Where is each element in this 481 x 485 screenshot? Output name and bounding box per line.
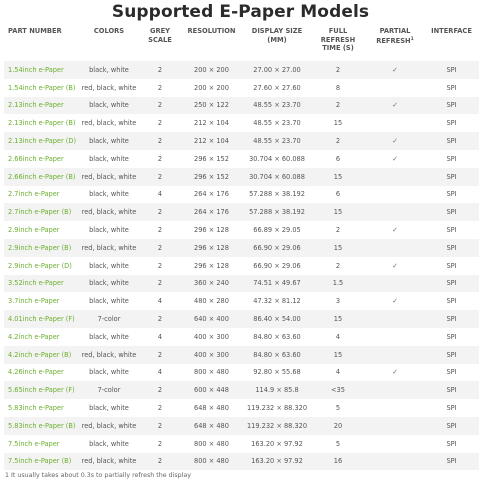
resolution-cell: 296 × 128: [179, 257, 244, 275]
grey-scale-cell: 2: [141, 239, 179, 257]
interface-cell: SPI: [424, 132, 479, 150]
interface-cell: SPI: [424, 150, 479, 168]
display-size-cell: 57.288 × 38.192: [244, 186, 310, 204]
interface-cell: SPI: [424, 186, 479, 204]
display-size-cell: 66.90 × 29.06: [244, 239, 310, 257]
table-row: [4, 364, 479, 382]
resolution-cell: 600 × 448: [179, 381, 244, 399]
table-row: [4, 417, 479, 435]
display-size-cell: 163.20 × 97.92: [244, 435, 310, 453]
grey-scale-cell: 2: [141, 61, 179, 79]
grey-scale-cell: 4: [141, 364, 179, 382]
grey-scale-cell: 2: [141, 275, 179, 293]
interface-cell: SPI: [424, 114, 479, 132]
table-row: [4, 186, 479, 204]
full-refresh-cell: 15: [310, 239, 366, 257]
partial-refresh-cell: [366, 203, 424, 221]
colors-cell: black, white: [77, 275, 141, 293]
models-table: [4, 25, 479, 470]
colors-cell: black, white: [77, 132, 141, 150]
partial-refresh-cell: [366, 79, 424, 97]
header-partial-refresh-line2: REFRESH: [376, 36, 411, 45]
table-row: [4, 97, 479, 115]
colors-cell: red, black, white: [77, 79, 141, 97]
colors-cell: red, black, white: [77, 239, 141, 257]
colors-cell: black, white: [77, 221, 141, 239]
grey-scale-cell: 2: [141, 435, 179, 453]
footnote: 1 It usually takes about 0.3s to partially refresh the display: [5, 472, 191, 479]
display-size-cell: 119.232 × 88.320: [244, 417, 310, 435]
interface-cell: SPI: [424, 275, 479, 293]
page-title: Supported E-Paper Models: [111, 2, 370, 22]
table-header-row: [4, 25, 479, 61]
resolution-cell: 212 × 104: [179, 132, 244, 150]
colors-cell: red, black, white: [77, 203, 141, 221]
full-refresh-cell: 15: [310, 168, 366, 186]
header-interface: INTERFACE: [424, 25, 479, 61]
display-size-cell: 30.704 × 60.088: [244, 168, 310, 186]
partial-refresh-cell: ✓: [366, 150, 424, 168]
colors-cell: red, black, white: [77, 168, 141, 186]
colors-cell: black, white: [77, 61, 141, 79]
resolution-cell: 250 × 122: [179, 97, 244, 115]
display-size-cell: 66.90 × 29.06: [244, 257, 310, 275]
full-refresh-cell: 6: [310, 150, 366, 168]
resolution-cell: 200 × 200: [179, 61, 244, 79]
table-row: [4, 453, 479, 471]
full-refresh-cell: 15: [310, 114, 366, 132]
full-refresh-cell: 1.5: [310, 275, 366, 293]
grey-scale-cell: 2: [141, 257, 179, 275]
grey-scale-cell: 2: [141, 399, 179, 417]
interface-cell: SPI: [424, 364, 479, 382]
partial-refresh-cell: [366, 168, 424, 186]
part-number-cell[interactable]: 5.83inch e-Paper (B): [4, 417, 77, 435]
grey-scale-cell: 2: [141, 203, 179, 221]
colors-cell: red, black, white: [77, 346, 141, 364]
table-row: [4, 328, 479, 346]
display-size-cell: 74.51 × 49.67: [244, 275, 310, 293]
colors-cell: black, white: [77, 186, 141, 204]
resolution-cell: 264 × 176: [179, 186, 244, 204]
colors-cell: red, black, white: [77, 417, 141, 435]
display-size-cell: 92.80 × 55.68: [244, 364, 310, 382]
display-size-cell: 84.80 × 63.60: [244, 328, 310, 346]
interface-cell: SPI: [424, 310, 479, 328]
full-refresh-cell: 2: [310, 61, 366, 79]
interface-cell: SPI: [424, 346, 479, 364]
resolution-cell: 648 × 480: [179, 399, 244, 417]
colors-cell: black, white: [77, 399, 141, 417]
part-number-cell[interactable]: 3.7inch e-Paper: [4, 292, 77, 310]
display-size-cell: 84.80 × 63.60: [244, 346, 310, 364]
full-refresh-cell: 15: [310, 310, 366, 328]
part-number-cell[interactable]: 3.52inch e-Paper: [4, 275, 77, 293]
resolution-cell: 264 × 176: [179, 203, 244, 221]
colors-cell: black, white: [77, 364, 141, 382]
grey-scale-cell: 2: [141, 132, 179, 150]
table-row: [4, 381, 479, 399]
part-number-cell[interactable]: 1.54inch e-Paper: [4, 61, 77, 79]
footnote-marker: 1: [410, 36, 414, 42]
grey-scale-cell: 2: [141, 221, 179, 239]
partial-refresh-cell: [366, 328, 424, 346]
full-refresh-cell: 4: [310, 364, 366, 382]
table-row: [4, 168, 479, 186]
part-number-cell[interactable]: 7.5inch e-Paper: [4, 435, 77, 453]
partial-refresh-cell: ✓: [366, 132, 424, 150]
table-row: [4, 399, 479, 417]
part-number-cell[interactable]: 4.26inch e-Paper: [4, 364, 77, 382]
header-full-refresh: [310, 25, 366, 61]
header-full-refresh-line3: TIME (S): [322, 44, 354, 52]
partial-refresh-cell: ✓: [366, 292, 424, 310]
full-refresh-cell: 5: [310, 435, 366, 453]
partial-refresh-cell: [366, 381, 424, 399]
display-size-cell: 27.60 × 27.60: [244, 79, 310, 97]
display-size-cell: 47.32 × 81.12: [244, 292, 310, 310]
table-row: [4, 435, 479, 453]
interface-cell: SPI: [424, 239, 479, 257]
full-refresh-cell: 15: [310, 346, 366, 364]
part-number-cell[interactable]: 2.13inch e-Paper (D): [4, 132, 77, 150]
table-row: [4, 132, 479, 150]
resolution-cell: 800 × 480: [179, 453, 244, 471]
interface-cell: SPI: [424, 97, 479, 115]
full-refresh-cell: 3: [310, 292, 366, 310]
interface-cell: SPI: [424, 417, 479, 435]
partial-refresh-cell: ✓: [366, 97, 424, 115]
display-size-cell: 86.40 × 54.00: [244, 310, 310, 328]
interface-cell: SPI: [424, 453, 479, 471]
resolution-cell: 296 × 152: [179, 168, 244, 186]
grey-scale-cell: 2: [141, 79, 179, 97]
table-body: [4, 61, 479, 470]
grey-scale-cell: 4: [141, 186, 179, 204]
colors-cell: red, black, white: [77, 114, 141, 132]
table-row: [4, 61, 479, 79]
grey-scale-cell: 4: [141, 292, 179, 310]
header-colors: COLORS: [77, 25, 141, 61]
part-number-cell[interactable]: 4.2inch e-Paper: [4, 328, 77, 346]
interface-cell: SPI: [424, 328, 479, 346]
header-part-number: PART NUMBER: [4, 25, 77, 61]
part-number-cell[interactable]: 5.83inch e-Paper: [4, 399, 77, 417]
resolution-cell: 296 × 128: [179, 239, 244, 257]
interface-cell: SPI: [424, 435, 479, 453]
table-row: [4, 346, 479, 364]
colors-cell: black, white: [77, 328, 141, 346]
part-number-cell[interactable]: 2.13inch e-Paper: [4, 97, 77, 115]
grey-scale-cell: 2: [141, 381, 179, 399]
header-full-refresh-line1: FULL: [328, 27, 348, 35]
interface-cell: SPI: [424, 381, 479, 399]
full-refresh-cell: 2: [310, 97, 366, 115]
table-row: [4, 292, 479, 310]
display-size-cell: 48.55 × 23.70: [244, 114, 310, 132]
full-refresh-cell: 5: [310, 399, 366, 417]
part-number-cell[interactable]: 4.01inch e-Paper (F): [4, 310, 77, 328]
interface-cell: SPI: [424, 61, 479, 79]
display-size-cell: 27.00 × 27.00: [244, 61, 310, 79]
table-row: [4, 239, 479, 257]
part-number-cell[interactable]: 2.7inch e-Paper: [4, 186, 77, 204]
colors-cell: black, white: [77, 292, 141, 310]
partial-refresh-cell: [366, 453, 424, 471]
resolution-cell: 800 × 480: [179, 435, 244, 453]
colors-cell: 7-color: [77, 381, 141, 399]
interface-cell: SPI: [424, 203, 479, 221]
colors-cell: 7-color: [77, 310, 141, 328]
display-size-cell: 119.232 × 88.320: [244, 399, 310, 417]
full-refresh-cell: <35: [310, 381, 366, 399]
header-display-size-line1: DISPLAY SIZE: [251, 27, 303, 35]
partial-refresh-cell: [366, 435, 424, 453]
resolution-cell: 360 × 240: [179, 275, 244, 293]
grey-scale-cell: 2: [141, 417, 179, 435]
grey-scale-cell: 2: [141, 97, 179, 115]
full-refresh-cell: 16: [310, 453, 366, 471]
full-refresh-cell: 2: [310, 257, 366, 275]
full-refresh-cell: 2: [310, 221, 366, 239]
part-number-cell[interactable]: 5.65inch e-Paper (F): [4, 381, 77, 399]
full-refresh-cell: 4: [310, 328, 366, 346]
grey-scale-cell: 2: [141, 346, 179, 364]
part-number-cell[interactable]: 7.5inch e-Paper (B): [4, 453, 77, 471]
resolution-cell: 296 × 152: [179, 150, 244, 168]
partial-refresh-cell: ✓: [366, 221, 424, 239]
interface-cell: SPI: [424, 221, 479, 239]
part-number-cell[interactable]: 2.7inch e-Paper (B): [4, 203, 77, 221]
full-refresh-cell: 15: [310, 203, 366, 221]
display-size-cell: 114.9 × 85.8: [244, 381, 310, 399]
partial-refresh-cell: ✓: [366, 61, 424, 79]
interface-cell: SPI: [424, 399, 479, 417]
colors-cell: black, white: [77, 257, 141, 275]
grey-scale-cell: 2: [141, 150, 179, 168]
full-refresh-cell: 20: [310, 417, 366, 435]
part-number-cell[interactable]: 2.66inch e-Paper (B): [4, 168, 77, 186]
interface-cell: SPI: [424, 168, 479, 186]
display-size-cell: 30.704 × 60.088: [244, 150, 310, 168]
part-number-cell[interactable]: 1.54inch e-Paper (B): [4, 79, 77, 97]
interface-cell: SPI: [424, 257, 479, 275]
resolution-cell: 296 × 128: [179, 221, 244, 239]
header-grey-scale-line1: GREY: [149, 27, 171, 35]
part-number-cell[interactable]: 2.66inch e-Paper: [4, 150, 77, 168]
header-display-size-line2: (MM): [267, 35, 287, 44]
partial-refresh-cell: [366, 417, 424, 435]
grey-scale-cell: 4: [141, 328, 179, 346]
resolution-cell: 800 × 480: [179, 364, 244, 382]
partial-refresh-cell: [366, 310, 424, 328]
partial-refresh-cell: [366, 275, 424, 293]
display-size-cell: 48.55 × 23.70: [244, 132, 310, 150]
table-row: [4, 79, 479, 97]
display-size-cell: 57.288 × 38.192: [244, 203, 310, 221]
resolution-cell: 212 × 104: [179, 114, 244, 132]
display-size-cell: 163.20 × 97.92: [244, 453, 310, 471]
part-number-cell[interactable]: 2.9inch e-Paper (D): [4, 257, 77, 275]
grey-scale-cell: 2: [141, 168, 179, 186]
part-number-cell[interactable]: 2.9inch e-Paper (B): [4, 239, 77, 257]
header-grey-scale-line2: SCALE: [148, 35, 172, 44]
colors-cell: red, black, white: [77, 453, 141, 471]
display-size-cell: 66.89 × 29.05: [244, 221, 310, 239]
partial-refresh-cell: [366, 346, 424, 364]
header-full-refresh-line2: REFRESH: [320, 35, 356, 44]
table-row: [4, 203, 479, 221]
interface-cell: SPI: [424, 79, 479, 97]
interface-cell: SPI: [424, 292, 479, 310]
table-row: [4, 257, 479, 275]
full-refresh-cell: 2: [310, 132, 366, 150]
header-grey-scale: [141, 25, 179, 61]
table-row: [4, 275, 479, 293]
part-number-cell[interactable]: 2.9inch e-Paper: [4, 221, 77, 239]
table-row: [4, 150, 479, 168]
part-number-cell[interactable]: 2.13inch e-Paper (B): [4, 114, 77, 132]
grey-scale-cell: 2: [141, 114, 179, 132]
colors-cell: black, white: [77, 435, 141, 453]
resolution-cell: 640 × 400: [179, 310, 244, 328]
table-row: [4, 310, 479, 328]
display-size-cell: 48.55 × 23.70: [244, 97, 310, 115]
part-number-cell[interactable]: 4.2inch e-Paper (B): [4, 346, 77, 364]
colors-cell: black, white: [77, 150, 141, 168]
table-row: [4, 221, 479, 239]
resolution-cell: 480 × 280: [179, 292, 244, 310]
resolution-cell: 400 × 300: [179, 346, 244, 364]
resolution-cell: 200 × 200: [179, 79, 244, 97]
full-refresh-cell: 6: [310, 186, 366, 204]
header-partial-refresh-line1: PARTIAL: [379, 27, 411, 35]
grey-scale-cell: 2: [141, 453, 179, 471]
full-refresh-cell: 8: [310, 79, 366, 97]
resolution-cell: 648 × 480: [179, 417, 244, 435]
partial-refresh-cell: [366, 239, 424, 257]
grey-scale-cell: 2: [141, 310, 179, 328]
table-row: [4, 114, 479, 132]
resolution-cell: 400 × 300: [179, 328, 244, 346]
header-resolution: RESOLUTION: [179, 25, 244, 61]
header-display-size: [244, 25, 310, 61]
colors-cell: black, white: [77, 97, 141, 115]
partial-refresh-cell: ✓: [366, 257, 424, 275]
partial-refresh-cell: ✓: [366, 364, 424, 382]
partial-refresh-cell: [366, 186, 424, 204]
header-partial-refresh: [366, 25, 424, 61]
partial-refresh-cell: [366, 114, 424, 132]
partial-refresh-cell: [366, 399, 424, 417]
